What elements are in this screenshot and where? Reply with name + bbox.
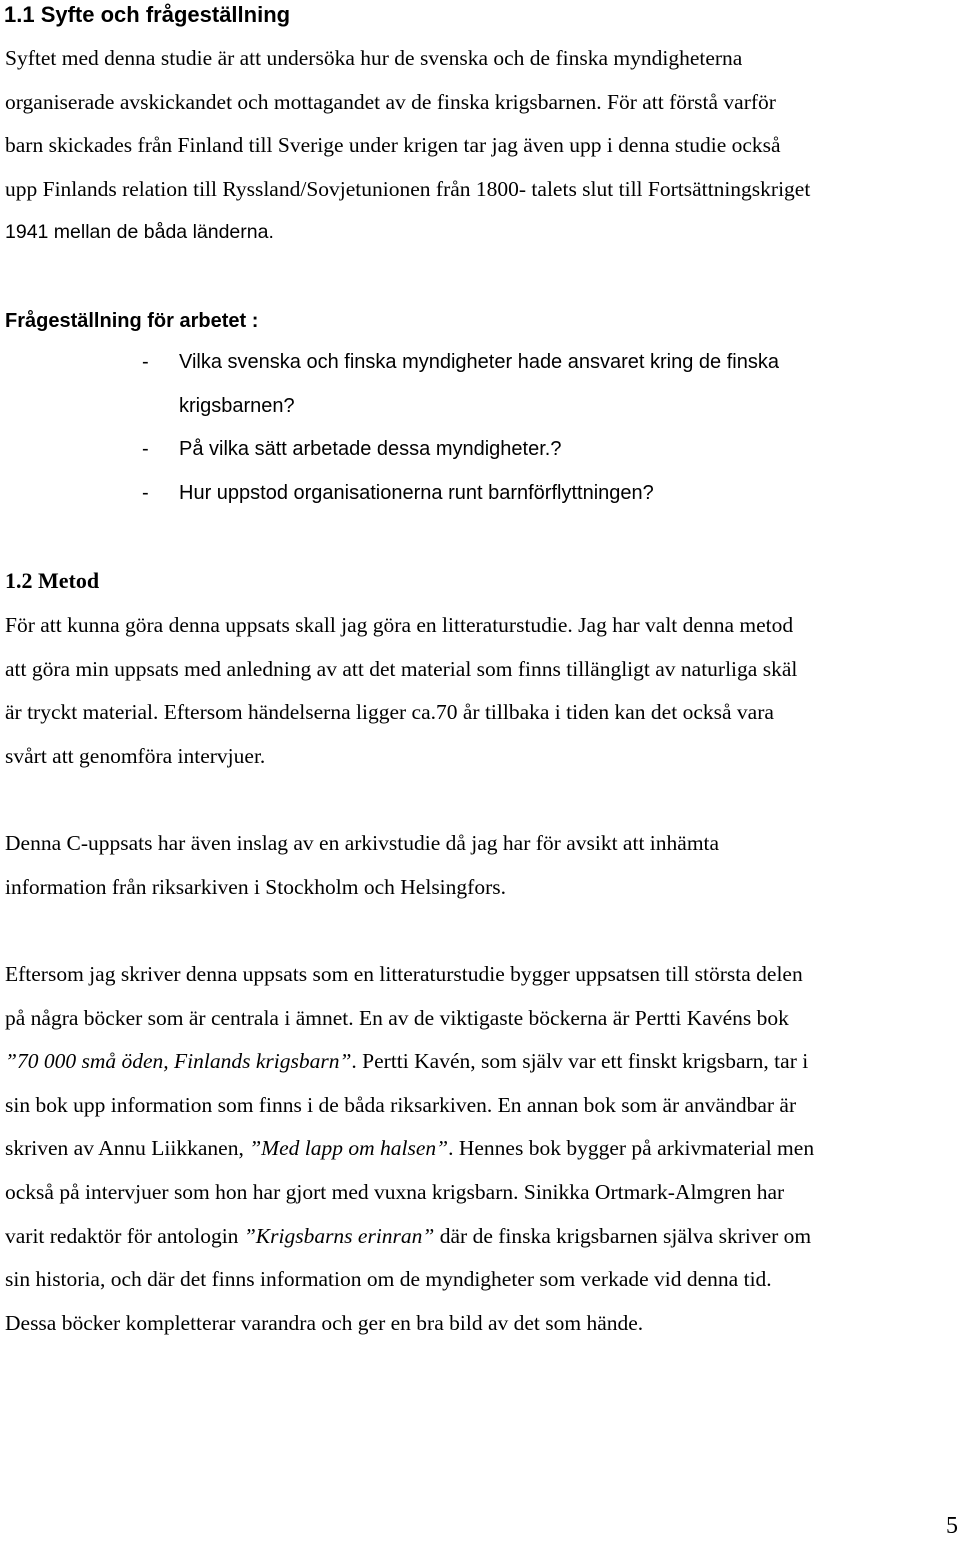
list-item [0,428,960,472]
page-number: 5 [946,1513,958,1539]
text-line: sin historia, och där det finns information om de myndigheter som verkade vid denna tid. [5,1267,772,1292]
question-text: På vilka sätt arbetade dessa myndigheter.? [179,438,562,461]
text-line: barn skickades från Finland till Sverige under krigen tar jag även upp i denna studie också [5,133,781,158]
text-line: också på intervjuer som hon har gjort med vuxna krigsbarn. Sinikka Ortmark-Almgren har [5,1179,785,1204]
method-paragraph [5,604,957,778]
text-line: 1941 mellan de båda länderna. [5,221,274,244]
text-fragment: . Pertti Kavén, som själv var ett finskt krigsbarn, tar i [351,1049,809,1074]
text-line: Dessa böcker kompletterar varandra och ger en bra bild av det som hände. [5,1310,644,1335]
text-fragment: . Hennes bok bygger på arkivmaterial men [448,1136,815,1161]
text-line: Syftet med denna studie är att undersöka hur de svenska och de finska myndigheterna [5,46,743,70]
text-line: organiserade avskickandet och mottagandet av de finska krigsbarnen. För att förstå varför [5,89,776,114]
question-text-continued: krigsbarnen? [179,394,295,417]
book-title: ”Med lapp om halsen” [249,1136,449,1161]
text-line [5,1215,957,1259]
book-title: ”Krigsbarns erinran” [243,1223,435,1248]
text-fragment: skriven av Annu Liikkanen, [5,1136,250,1161]
questions-heading: Frågeställning för arbetet : [5,310,259,332]
question-text: Hur uppstod organisationerna runt barnförflyttningen? [179,481,654,504]
text-fragment: varit redaktör för antologin [5,1223,244,1248]
text-line: på några böcker som är centrala i ämnet. En av de viktigaste böckerna är Pertti Kavéns bok [5,1005,789,1030]
text-line: upp Finlands relation till Ryssland/Sovjetunionen från 1800- talets slut till Fortsättningskriget [5,176,811,201]
bullet-dash: - [142,481,149,504]
archive-paragraph [5,822,957,909]
text-line [5,1040,957,1084]
literature-paragraph [5,953,957,1345]
text-line: Denna C-uppsats har även inslag av en arkivstudie då jag har för avsikt att inhämta [5,831,720,855]
list-item [0,472,960,516]
text-line: sin bok upp information som finns i de båda riksarkiven. En annan bok som är användbar är [5,1092,797,1117]
text-line: Eftersom jag skriver denna uppsats som en litteraturstudie bygger uppsatsen till största delen [5,962,803,986]
text-fragment: där de finska krigsbarnen själva skriver om [434,1223,812,1248]
bullet-dash: - [142,351,149,373]
section-heading-metod: 1.2 Metod [5,568,100,593]
book-title: ”70 000 små öden, Finlands krigsbarn” [5,1049,352,1074]
question-text: Vilka svenska och finska myndigheter hade ansvaret kring de finska [179,351,779,373]
text-line: att göra min uppsats med anledning av att det material som finns tillängligt av naturliga skäl [5,656,798,681]
list-item [0,341,960,428]
questions-list [0,341,960,515]
text-line: svårt att genomföra intervjuer. [5,743,266,768]
text-line: information från riksarkiven i Stockholm och Helsingfors. [5,874,506,899]
section-heading-syfte: 1.1 Syfte och frågeställning [4,2,291,27]
purpose-paragraph [5,37,957,255]
bullet-dash: - [142,438,149,461]
text-line: är tryckt material. Eftersom händelserna ligger ca.70 år tillbaka i tiden kan det också vara [5,700,774,725]
text-line [5,1127,957,1171]
text-line: För att kunna göra denna uppsats skall jag göra en litteraturstudie. Jag har valt denna metod [5,613,794,637]
